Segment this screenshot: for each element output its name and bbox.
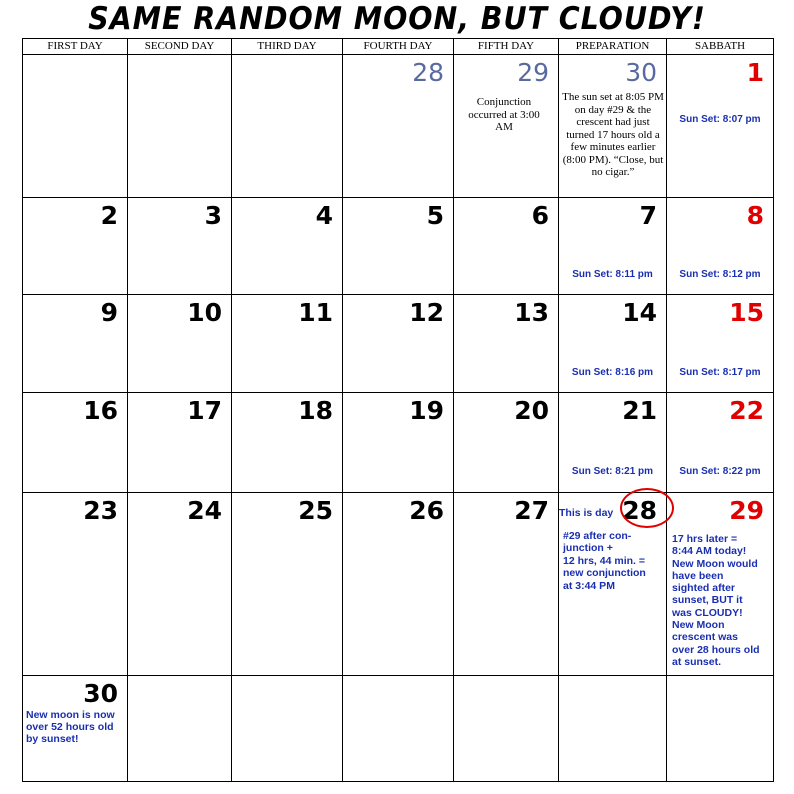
day-number: 5: [426, 201, 444, 230]
day-cell-sabbath: [667, 393, 774, 493]
day-number: 27: [514, 496, 549, 525]
week-row: [23, 295, 774, 393]
day-number: 17: [187, 396, 222, 425]
header-first-day: FIRST DAY: [23, 39, 128, 55]
sunset-crescent-note: The sun set at 8:05 PM on day #29 & the crescent had just turned 17 hours old a few minutes earlier (8:00 PM). “Close, but no cigar.”: [562, 91, 664, 178]
day-cell-empty: [232, 55, 343, 198]
day-cell-empty: [128, 55, 232, 198]
day-cell: [343, 55, 454, 198]
header-sabbath: SABBATH: [667, 39, 774, 55]
sunset-time: Sun Set: 8:21 pm: [571, 466, 654, 477]
day-cell: [232, 198, 343, 295]
day-number-prev-month: 28: [412, 58, 444, 87]
day-number-prev-month: 30: [625, 58, 657, 87]
day-cell-empty: [454, 676, 559, 782]
day-number: 19: [409, 396, 444, 425]
moon-age-note: New moon is now over 52 hours old by sunset!: [26, 709, 115, 746]
sunset-time: Sun Set: 8:22 pm: [679, 466, 761, 477]
week-row: [23, 55, 774, 198]
day-cell-sabbath: [667, 493, 774, 676]
header-second-day: SECOND DAY: [128, 39, 232, 55]
day-number: 4: [315, 201, 333, 230]
day-cell-empty: [559, 676, 667, 782]
this-is-day-label: This is day: [559, 507, 614, 519]
day-cell: [454, 295, 559, 393]
day-number: 2: [100, 201, 118, 230]
day-cell-empty: [128, 676, 232, 782]
day-number: 23: [83, 496, 118, 525]
day-cell-preparation: [559, 393, 667, 493]
day-cell: [128, 198, 232, 295]
header-preparation: PREPARATION: [559, 39, 667, 55]
day-cell: [128, 393, 232, 493]
day-number-sabbath: 1: [746, 58, 764, 87]
day-cell-sabbath: [667, 198, 774, 295]
day-cell: [232, 393, 343, 493]
day-number: 24: [187, 496, 222, 525]
day-number: 26: [409, 496, 444, 525]
day-cell-empty: [232, 676, 343, 782]
week-row: [23, 676, 774, 782]
sunset-time: Sun Set: 8:16 pm: [571, 367, 654, 378]
new-conjunction-note: #29 after con- junction + 12 hrs, 44 min. = new conjunction at 3:44 PM: [563, 530, 646, 592]
day-cell: [23, 393, 128, 493]
day-cell: [454, 493, 559, 676]
week-row: [23, 493, 774, 676]
day-number: 14: [622, 298, 657, 327]
day-number: 25: [298, 496, 333, 525]
day-cell-empty: [23, 55, 128, 198]
day-number: 30: [83, 679, 118, 708]
day-cell: [23, 295, 128, 393]
week-row: [23, 198, 774, 295]
day-cell: [128, 493, 232, 676]
sunset-time: Sun Set: 8:17 pm: [679, 367, 761, 378]
header-third-day: THIRD DAY: [232, 39, 343, 55]
day-cell: [343, 493, 454, 676]
day-cell: [343, 295, 454, 393]
header-fifth-day: FIFTH DAY: [454, 39, 559, 55]
day-cell: [454, 198, 559, 295]
day-cell-empty: [343, 676, 454, 782]
day-number: 16: [83, 396, 118, 425]
day-number: 20: [514, 396, 549, 425]
day-cell: [232, 295, 343, 393]
day-cell: [128, 295, 232, 393]
day-number: 6: [531, 201, 549, 230]
day-cell-sabbath: [667, 295, 774, 393]
cloudy-note: 17 hrs later = 8:44 AM today! New Moon would have been sighted after sunset, BUT it was CLOUDY! New Moon crescent was over 28 hours old at sunset.: [672, 533, 760, 668]
day-number: 12: [409, 298, 444, 327]
day-number: 13: [514, 298, 549, 327]
day-cell: [454, 55, 559, 198]
day-number-circled: 28: [622, 496, 657, 525]
day-cell: [343, 198, 454, 295]
day-cell: [23, 493, 128, 676]
weekday-header-row: [23, 39, 774, 55]
day-cell-preparation: [559, 295, 667, 393]
day-cell: [232, 493, 343, 676]
day-cell-preparation: [559, 493, 667, 676]
sunset-time: Sun Set: 8:12 pm: [679, 269, 761, 280]
sunset-time: Sun Set: 8:07 pm: [679, 114, 761, 125]
day-cell-empty: [667, 676, 774, 782]
day-number: 9: [100, 298, 118, 327]
day-cell-preparation: [559, 198, 667, 295]
day-number-sabbath: 29: [729, 496, 764, 525]
day-cell: [23, 198, 128, 295]
day-number-sabbath: 15: [729, 298, 764, 327]
day-number: 3: [204, 201, 222, 230]
day-number: 10: [187, 298, 222, 327]
day-number-sabbath: 8: [746, 201, 764, 230]
day-cell: [23, 676, 128, 782]
day-number-prev-month: 29: [517, 58, 549, 87]
day-number: 21: [622, 396, 657, 425]
day-cell: [559, 55, 667, 198]
conjunction-note: Conjunction occurred at 3:00 AM: [468, 96, 540, 133]
calendar-grid: [22, 38, 774, 782]
week-row: [23, 393, 774, 493]
day-number: 18: [298, 396, 333, 425]
day-number: 11: [298, 298, 333, 327]
day-cell: [343, 393, 454, 493]
day-cell-sabbath: [667, 55, 774, 198]
page-title: SAME RANDOM MOON, BUT CLOUDY!: [88, 1, 706, 37]
sunset-time: Sun Set: 8:11 pm: [572, 269, 653, 280]
day-number: 7: [639, 201, 657, 230]
header-fourth-day: FOURTH DAY: [343, 39, 454, 55]
day-cell: [454, 393, 559, 493]
day-number-sabbath: 22: [729, 396, 764, 425]
